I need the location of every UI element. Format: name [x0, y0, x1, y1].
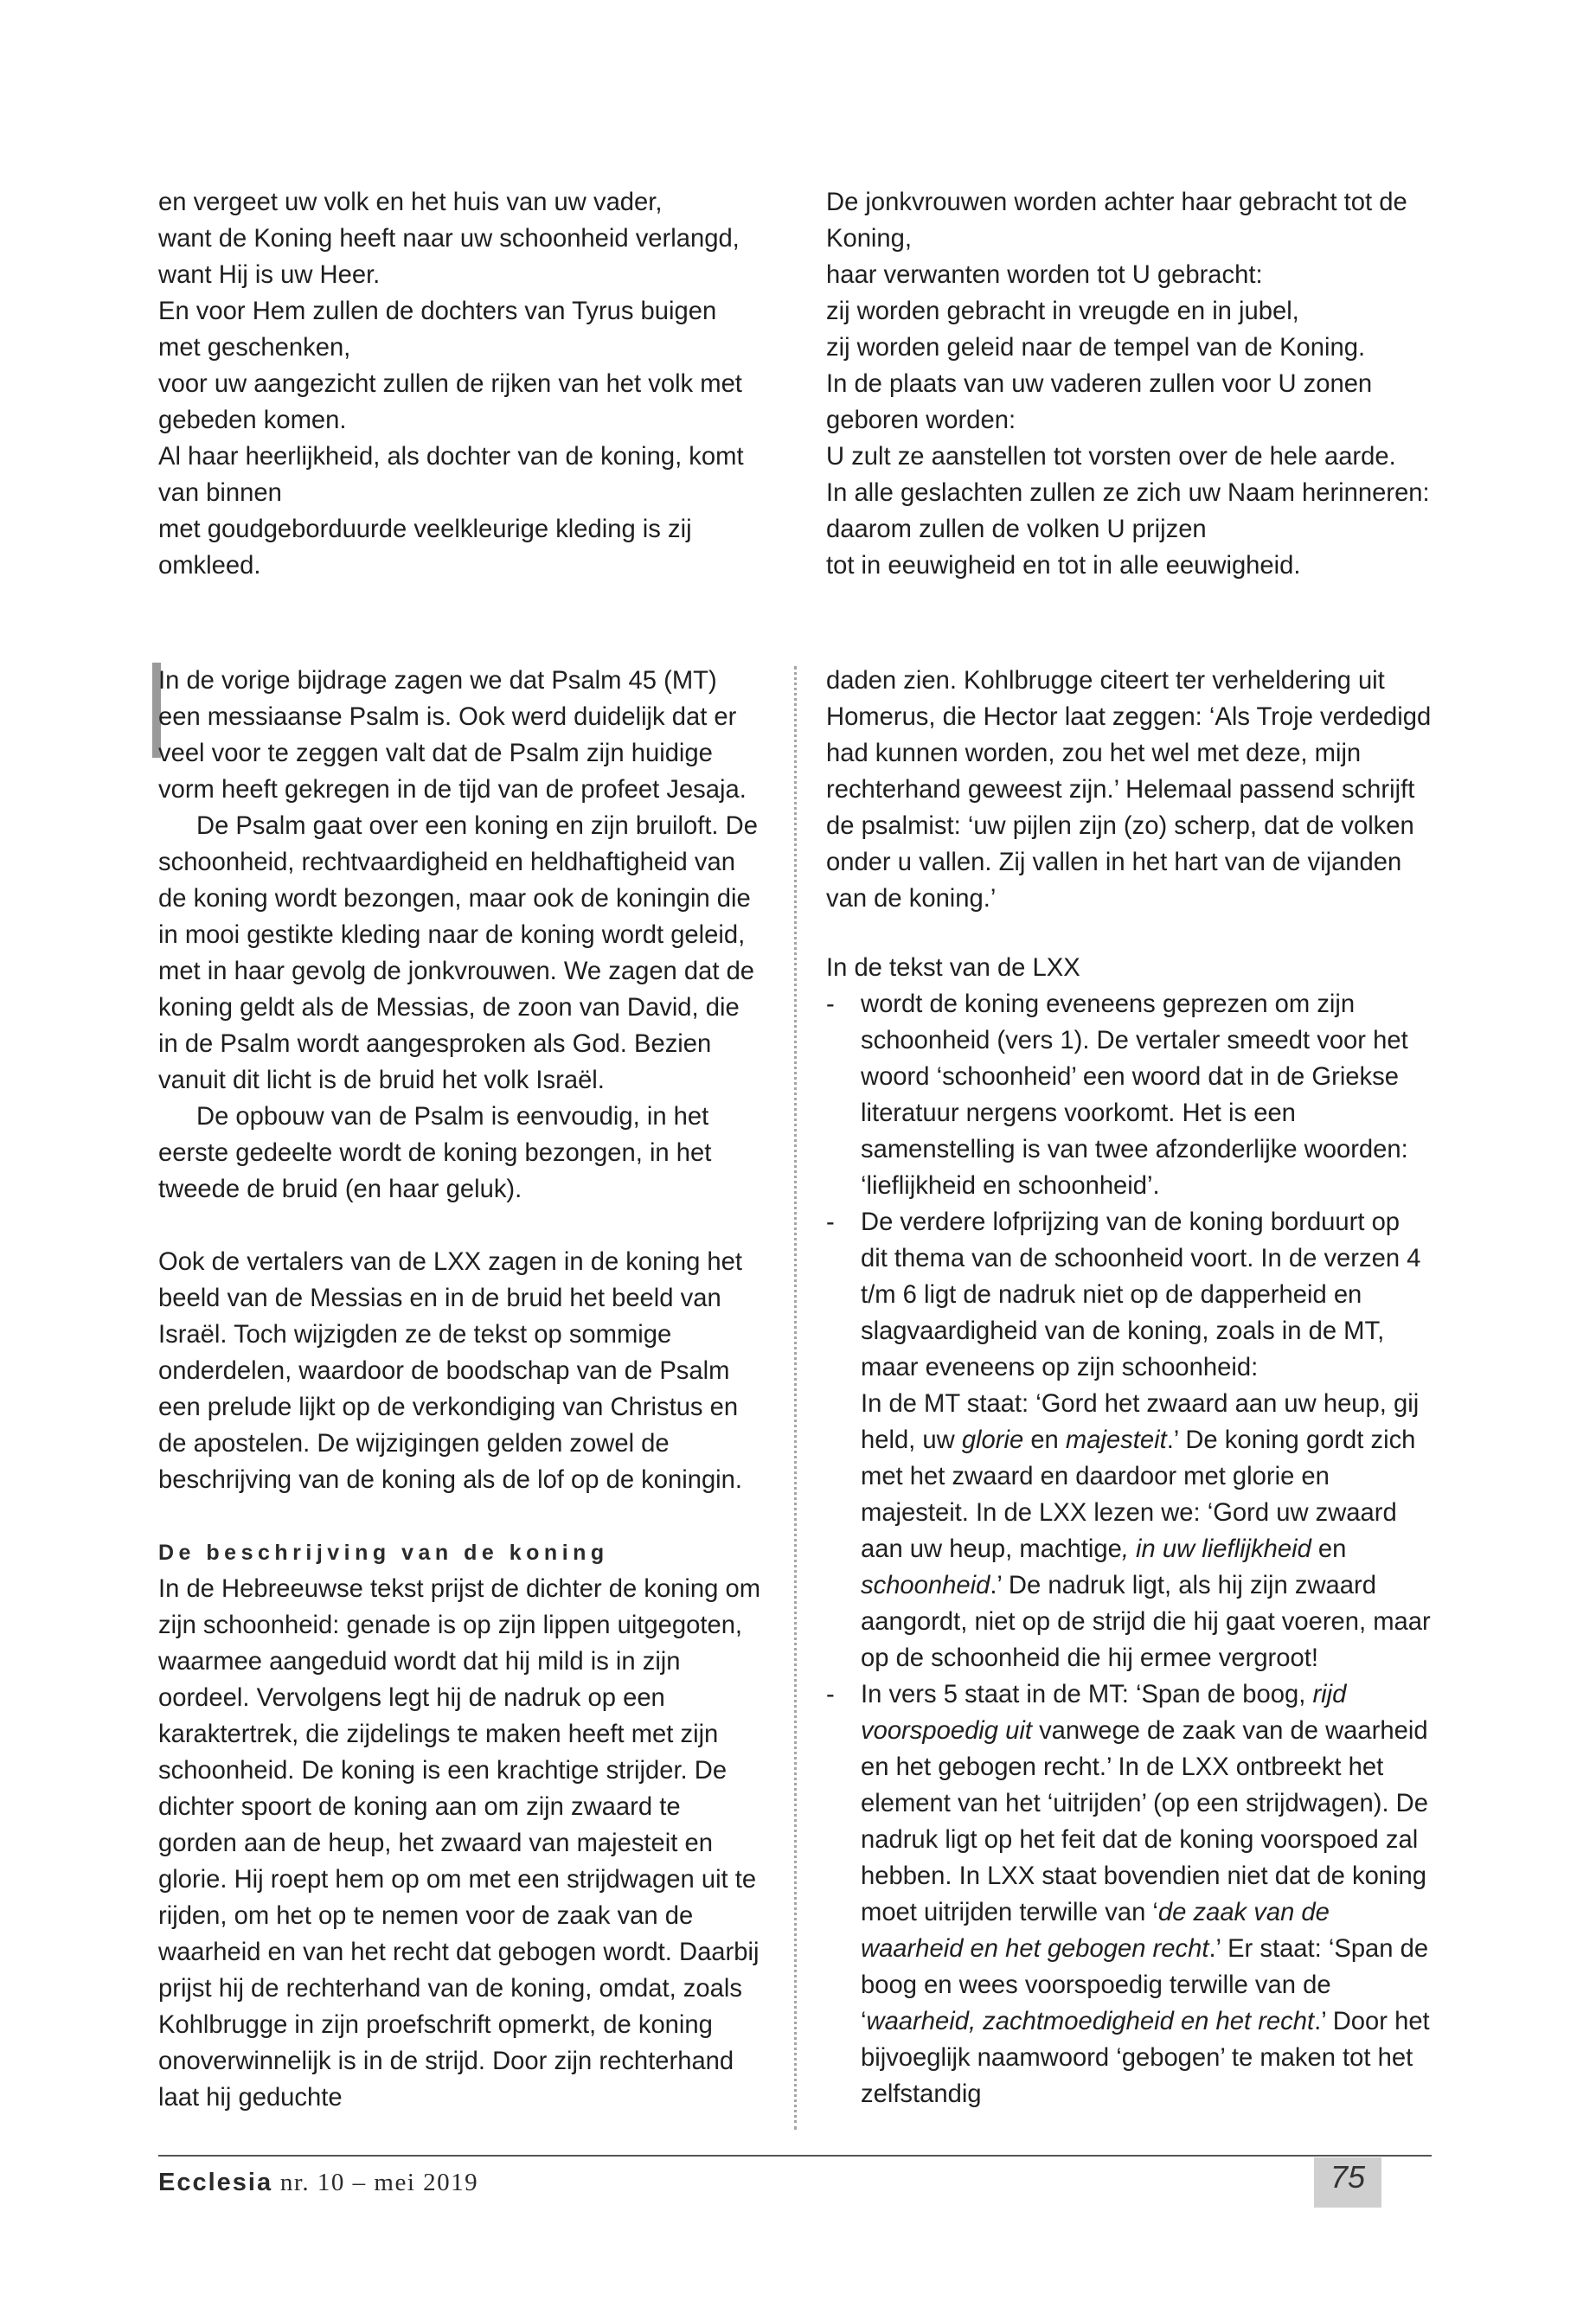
issue-info: nr. 10 – mei 2019 — [279, 2169, 479, 2196]
list-item — [826, 1204, 1432, 1386]
poem-line: Al haar heerlijkheid, als dochter van de koning, komt van binnen — [158, 443, 744, 507]
article-paragraph: De opbouw van de Psalm is eenvoudig, in het eerste gedeelte wordt de koning bezongen, in het tweede de bruid (en haar geluk). — [158, 1103, 712, 1203]
list-dash: - — [826, 1681, 835, 1708]
poem-left-column — [158, 184, 764, 584]
section-heading: De beschrijving van de koning — [158, 1541, 609, 1565]
article-paragraph: In de vorige bijdrage zagen we dat Psalm 45 (MT) een messiaanse Psalm is. Ook werd duidelijk dat er veel voor te zeggen valt dat de Psalm zijn huidige vorm heeft gekregen in de tijd van de profeet Jesaja. — [158, 667, 747, 804]
poem-line: daarom zullen de volken U prijzen — [826, 516, 1207, 543]
poem-line: en vergeet uw volk en het huis van uw vader, — [158, 189, 663, 216]
article-paragraph: In de Hebreeuwse tekst prijst de dichter de koning om zijn schoonheid: genade is op zijn lippen uitgegoten, waarmee aangeduid wordt dat hij mild is in zijn oordeel. Vervolgens legt hij de nadruk op een karaktertrek, die zijdelings te maken heeft met zijn schoonheid. De koning is een krachtige strijder. De dichter spoort de koning aan om zijn zwaard te gorden aan de heup, het zwaard van majesteit en glorie. Hij roept hem op om met een strijdwagen uit te rijden, om het op te nemen voor de zaak van de waarheid en van het recht dat gebogen wordt. Daarbij prijst hij de rechterhand van de koning, omdat, zoals Kohlbrugge in zijn proefschrift opmerkt, de koning onoverwinnelijk is in de strijd. Door zijn rechterhand laat hij geduchte — [158, 1575, 761, 2112]
poem-line: U zult ze aanstellen tot vorsten over de hele aarde. — [826, 443, 1396, 471]
list-item-text: wordt de koning eveneens geprezen om zijn schoonheid (vers 1). De vertaler smeedt voor het woord ‘schoonheid’ een woord dat in de Griekse literatuur nergens voorkomt. Het is een samenstelling is van twee afzonderlijke woorden: ‘lieflijkheid en schoonheid’. — [861, 990, 1408, 1200]
list-dash: - — [826, 990, 835, 1018]
poem-line: want Hij is uw Heer. — [158, 261, 381, 289]
list-item-text: De verdere lofprijzing van de koning borduurt op dit thema van de schoonheid voort. In de verzen 4 t/m 6 ligt de nadruk niet op de dapperheid en slagvaardigheid van de koning, zoals in de MT, maar eveneens op zijn schoonheid: — [861, 1208, 1421, 1381]
article-left-column — [158, 663, 762, 2116]
poem-line: In alle geslachten zullen ze zich uw Naam herinneren: — [826, 479, 1430, 507]
page-number: 75 — [1330, 2159, 1366, 2195]
poem-line: want de Koning heeft naar uw schoonheid verlangd, — [158, 225, 740, 253]
poem-line: voor uw aangezicht zullen de rijken van het volk met gebeden komen. — [158, 370, 742, 434]
article-paragraph: De Psalm gaat over een koning en zijn bruiloft. De schoonheid, rechtvaardigheid en heldhaftigheid van de koning wordt bezongen, maar ook de koningin die in mooi gestikte kleding naar de koning wordt geleid, met in haar gevolg de jonkvrouwen. We zagen dat de koning geldt als de Messias, de zoon van David, die in de Psalm wordt aangesproken als God. Bezien vanuit dit licht is de bruid het volk Israël. — [158, 812, 758, 1094]
article-right-column — [826, 663, 1432, 2112]
footer-publication — [158, 2169, 478, 2197]
list-item-continuation: In de MT staat: ‘Gord het zwaard aan uw heup, gij held, uw glorie en majesteit.’ De koning gordt zich met het zwaard en daardoor met glorie en majesteit. In de LXX lezen we: ‘Gord uw zwaard aan uw heup, machtige, in uw lieflijkheid en schoonheid.’ De nadruk ligt, als hij zijn zwaard aangordt, niet op de strijd die hij gaat voeren, maar op de schoonheid die hij ermee vergroot! — [861, 1390, 1431, 1672]
magazine-name: Ecclesia — [158, 2169, 273, 2196]
list-intro: In de tekst van de LXX — [826, 954, 1080, 982]
list-dash: - — [826, 1208, 835, 1236]
article-paragraph: Ook de vertalers van de LXX zagen in de koning het beeld van de Messias en in de bruid het beeld van Israël. Toch wijzigden ze de tekst op sommige onderdelen, waardoor de boodschap van de Psalm een prelude lijkt op de verkondiging van Christus en de apostelen. De wijzigingen gelden zowel de beschrijving van de koning als de lof op de koningin. — [158, 1248, 743, 1494]
poem-line: met goudgeborduurde veelkleurige kleding is zij omkleed. — [158, 516, 692, 580]
list-item — [826, 1676, 1432, 2112]
poem-line: In de plaats van uw vaderen zullen voor U zonen geboren worden: — [826, 370, 1373, 434]
article-paragraph: daden zien. Kohlbrugge citeert ter verheldering uit Homerus, die Hector laat zeggen: ‘Als Troje verdedigd had kunnen worden, zou het wel met deze, mijn rechterhand geweest zijn.’ Helemaal passend schrijft de psalmist: ‘uw pijlen zijn (zo) scherp, dat de volken onder u vallen. Zij vallen in het hart van de vijanden van de koning.’ — [826, 667, 1432, 913]
poem-line: haar verwanten worden tot U gebracht: — [826, 261, 1263, 289]
poem-line: zij worden geleid naar de tempel van de Koning. — [826, 334, 1366, 362]
list-item — [826, 986, 1432, 1204]
poem-right-column — [826, 184, 1432, 584]
poem-line: De jonkvrouwen worden achter haar gebracht tot de Koning, — [826, 189, 1407, 253]
poem-line: zij worden gebracht in vreugde en in jubel, — [826, 298, 1299, 325]
column-divider — [794, 666, 797, 2130]
poem-line: En voor Hem zullen de dochters van Tyrus buigen met geschenken, — [158, 298, 717, 362]
list-item-text: In vers 5 staat in de MT: ‘Span de boog, rijd voorspoedig uit vanwege de zaak van de waarheid en het gebogen recht.’ In de LXX ontbreekt het element van het ‘uitrijden’ (op een strijdwagen). De nadruk ligt op het feit dat de koning voorspoed zal hebben. In LXX staat bovendien niet dat de koning moet uitrijden terwille van ‘de zaak van de waarheid en het gebogen recht.’ Er staat: ‘Span de boog en wees voorspoedig terwille van de ‘waarheid, zachtmoedigheid en het recht.’ Door het bijvoeglijk naamwoord ‘gebogen’ te maken tot het zelfstandig — [861, 1681, 1430, 2108]
footer-rule — [158, 2155, 1432, 2157]
poem-line: tot in eeuwigheid en tot in alle eeuwigheid. — [826, 552, 1301, 580]
